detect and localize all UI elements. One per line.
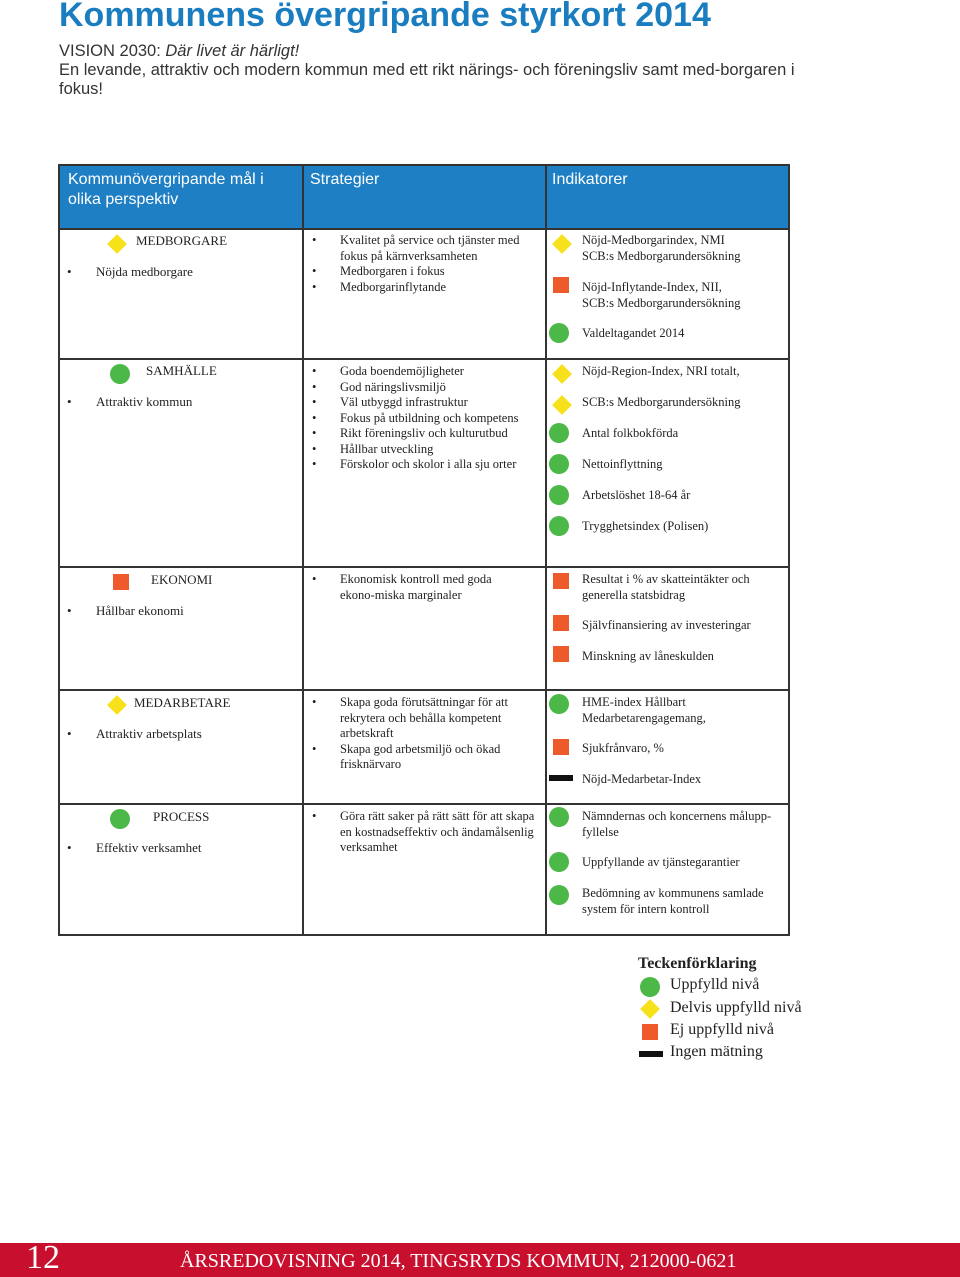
strategy-list bbox=[310, 233, 542, 295]
strategy-item: • Förskolor och skolor i alla sju orter bbox=[310, 457, 542, 473]
indicator-item: SCB:s Medborgarundersökning bbox=[582, 395, 741, 409]
perspective-goal: Nöjda medborgare bbox=[96, 264, 193, 279]
strategy-list bbox=[310, 695, 542, 773]
legend-red-icon bbox=[642, 1024, 658, 1040]
strategy-item: • Medborgaren i fokus bbox=[310, 264, 542, 280]
bullet: • bbox=[67, 840, 72, 855]
strategy-item: • Göra rätt saker på rätt sätt för att skapa en kostnadseffektiv och ändamålsenlig verksamhet bbox=[310, 809, 545, 856]
status-green-icon bbox=[549, 885, 569, 905]
legend-yellow-icon bbox=[640, 999, 660, 1019]
status-green-icon bbox=[549, 807, 569, 827]
header-perspective: Kommunövergripande mål i olika perspektiv bbox=[68, 171, 264, 208]
indicator-item: Nettoinflyttning bbox=[582, 457, 663, 471]
vision-text: En levande, attraktiv och modern kommun med ett rikt närings- och föreningsliv samt med-borgaren i fokus! bbox=[59, 61, 795, 98]
row-divider bbox=[60, 689, 788, 691]
row-divider bbox=[60, 228, 788, 230]
strategy-item: • Ekonomisk kontroll med goda ekono-miska marginaler bbox=[310, 572, 515, 603]
strategy-item: • Fokus på utbildning och kompetens bbox=[310, 411, 542, 427]
legend-label: Delvis uppfylld nivå bbox=[670, 999, 802, 1016]
indicator-item: Antal folkbokförda bbox=[582, 426, 679, 440]
status-green-icon bbox=[549, 454, 569, 474]
strategy-list bbox=[310, 572, 542, 603]
legend-black-icon bbox=[639, 1051, 663, 1057]
status-green-icon bbox=[549, 516, 569, 536]
indicator-item: Bedömning av kommunens samlade system för intern kontroll bbox=[582, 886, 764, 916]
column-divider bbox=[545, 166, 547, 934]
perspective-name: PROCESS bbox=[153, 809, 210, 824]
indicator-item: Trygghetsindex (Polisen) bbox=[582, 519, 709, 533]
bullet: • bbox=[67, 603, 72, 618]
footer-text: ÅRSREDOVISNING 2014, TINGSRYDS KOMMUN, 212000-0621 bbox=[180, 1250, 737, 1272]
perspective-name: MEDARBETARE bbox=[134, 695, 231, 710]
strategy-item: • Väl utbyggd infrastruktur bbox=[310, 395, 542, 411]
row-divider bbox=[60, 803, 788, 805]
indicator-item: Arbetslöshet 18-64 år bbox=[582, 488, 691, 502]
status-green-icon bbox=[110, 809, 130, 829]
perspective-goal: Attraktiv arbetsplats bbox=[96, 726, 202, 741]
status-red-icon bbox=[553, 739, 569, 755]
status-green-icon bbox=[549, 694, 569, 714]
status-green-icon bbox=[549, 323, 569, 343]
indicator-item: Minskning av låneskulden bbox=[582, 649, 714, 663]
legend-title: Teckenförklaring bbox=[638, 955, 757, 972]
bullet: • bbox=[67, 264, 72, 279]
strategy-item: • Kvalitet på service och tjänster med fokus på kärnverksamheten bbox=[310, 233, 542, 264]
strategy-item: • Hållbar utveckling bbox=[310, 442, 542, 458]
strategy-item: • Skapa goda förutsättningar för att rekrytera och behålla kompetent arbetskraft bbox=[310, 695, 520, 742]
strategy-list bbox=[310, 809, 542, 856]
legend-label: Ingen mätning bbox=[670, 1043, 763, 1060]
indicator-item: HME-index Hållbart Medarbetarengagemang, bbox=[582, 695, 706, 725]
header-indicators: Indikatorer bbox=[552, 171, 628, 188]
bullet: • bbox=[67, 726, 72, 741]
strategy-item: • Rikt föreningsliv och kulturutbud bbox=[310, 426, 542, 442]
header-strategies: Strategier bbox=[310, 171, 380, 188]
row-divider bbox=[60, 566, 788, 568]
indicator-item: Nöjd-Inflytande-Index, NII, SCB:s Medborgarundersökning bbox=[582, 280, 741, 310]
status-green-icon bbox=[549, 485, 569, 505]
legend-green-icon bbox=[640, 977, 660, 997]
status-yellow-icon bbox=[552, 234, 572, 254]
strategy-item: • Goda boendemöjligheter bbox=[310, 364, 542, 380]
legend-label: Ej uppfylld nivå bbox=[670, 1021, 774, 1038]
strategy-list bbox=[310, 364, 542, 473]
indicator-item: Valdeltagandet 2014 bbox=[582, 326, 685, 340]
status-green-icon bbox=[549, 852, 569, 872]
column-divider bbox=[302, 166, 304, 934]
vision-label: VISION 2030: bbox=[59, 42, 166, 60]
status-black-icon bbox=[549, 775, 573, 781]
status-red-icon bbox=[553, 615, 569, 631]
strategy-item: • Medborgarinflytande bbox=[310, 280, 542, 296]
status-green-icon bbox=[110, 364, 130, 384]
indicator-item: Sjukfrånvaro, % bbox=[582, 741, 664, 755]
indicator-item: Nöjd-Region-Index, NRI totalt, bbox=[582, 364, 740, 378]
indicator-item: Nämndernas och koncernens målupp-fyllelse bbox=[582, 809, 772, 839]
bullet: • bbox=[67, 394, 72, 409]
indicator-item: Uppfyllande av tjänstegarantier bbox=[582, 855, 740, 869]
status-red-icon bbox=[553, 277, 569, 293]
status-red-icon bbox=[553, 573, 569, 589]
status-yellow-icon bbox=[107, 234, 127, 254]
indicator-item: Nöjd-Medarbetar-Index bbox=[582, 772, 702, 786]
indicator-item: Resultat i % av skatteintäkter och generella statsbidrag bbox=[582, 572, 750, 602]
perspective-goal: Hållbar ekonomi bbox=[96, 603, 184, 618]
perspective-name: EKONOMI bbox=[151, 572, 213, 587]
perspective-name: MEDBORGARE bbox=[136, 233, 228, 248]
indicator-item: Nöjd-Medborgarindex, NMI SCB:s Medborgarundersökning bbox=[582, 233, 741, 263]
row-divider bbox=[60, 358, 788, 360]
perspective-name: SAMHÄLLE bbox=[146, 363, 217, 378]
perspective-goal: Effektiv verksamhet bbox=[96, 840, 202, 855]
vision-block bbox=[59, 42, 799, 99]
page-number: 12 bbox=[26, 1239, 60, 1276]
status-yellow-icon bbox=[552, 364, 572, 384]
status-yellow-icon bbox=[107, 695, 127, 715]
strategy-item: • God näringslivsmiljö bbox=[310, 380, 542, 396]
indicator-item: Självfinansiering av investeringar bbox=[582, 618, 751, 632]
vision-motto: Där livet är härligt! bbox=[165, 42, 300, 60]
perspective-goal: Attraktiv kommun bbox=[96, 394, 193, 409]
strategy-item: • Skapa god arbetsmiljö och ökad frisknärvaro bbox=[310, 742, 520, 773]
page-footer bbox=[0, 1239, 960, 1277]
page-title: Kommunens övergripande styrkort 2014 bbox=[59, 0, 711, 34]
legend-label: Uppfylld nivå bbox=[670, 976, 760, 993]
status-red-icon bbox=[553, 646, 569, 662]
status-red-icon bbox=[113, 574, 129, 590]
status-green-icon bbox=[549, 423, 569, 443]
status-yellow-icon bbox=[552, 395, 572, 415]
scorecard-table bbox=[58, 164, 790, 936]
table-header bbox=[60, 166, 788, 228]
